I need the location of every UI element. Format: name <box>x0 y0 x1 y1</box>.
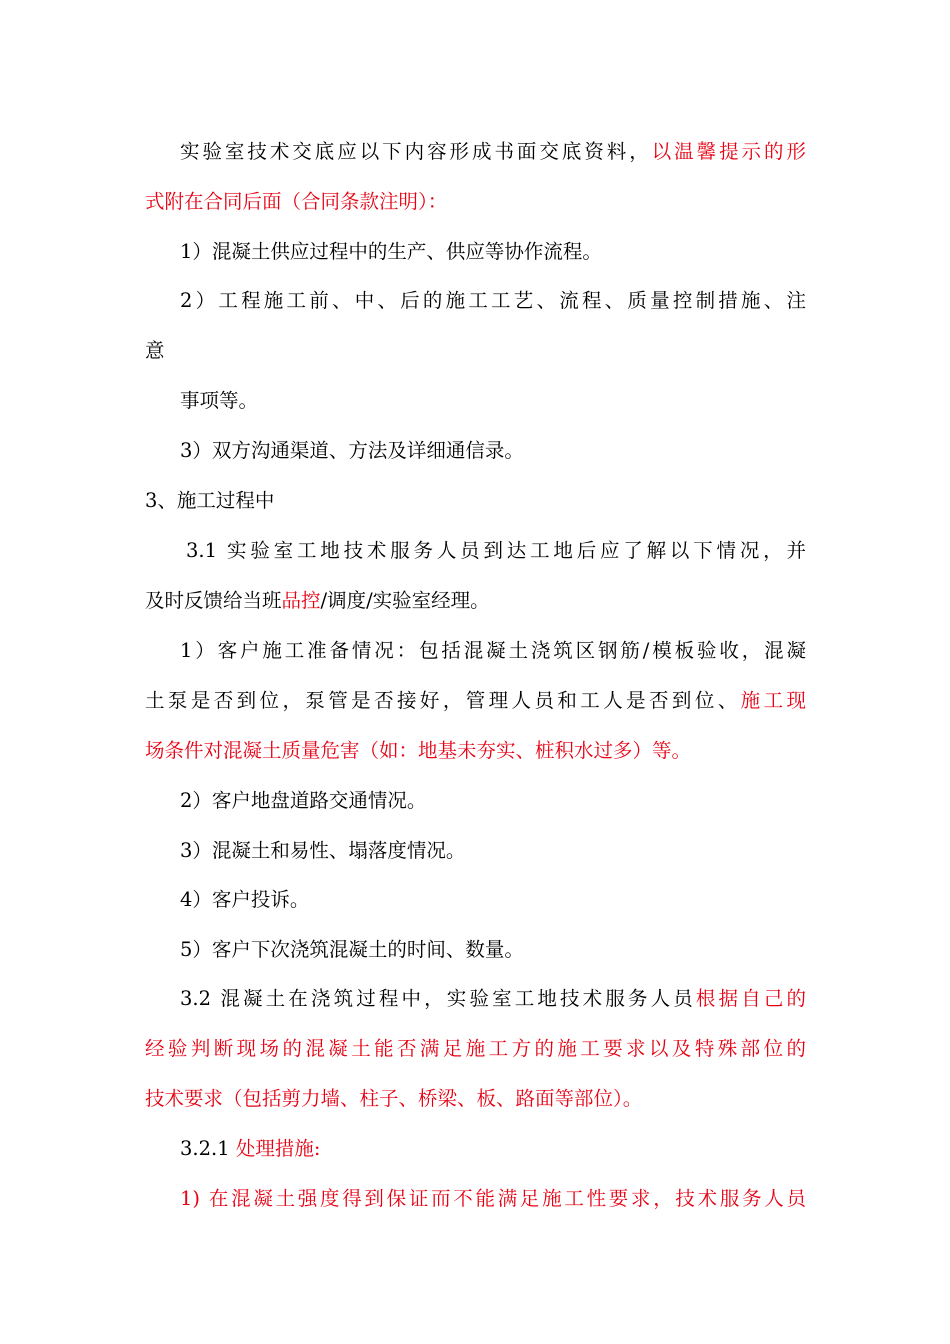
section-3-2-1-heading <box>180 1136 320 1162</box>
list-item-1: 1）混凝土供应过程中的生产、供应等协作流程。 <box>180 240 602 263</box>
measure-1-line-1: 1) 在混凝土强度得到保证而不能满足施工性要求，技术服务人员 <box>180 1187 806 1210</box>
list-item-2-line-1: 2）工程施工前、中、后的施工工艺、流程、质量控制措施、注 <box>180 289 806 312</box>
list-item-2-line-2: 意 <box>145 339 165 362</box>
list-item-2-line-3: 事项等。 <box>180 389 259 412</box>
condition-1-line-1: 1）客户施工准备情况：包括混凝土浇筑区钢筋/模板验收，混凝 <box>180 639 806 662</box>
paragraph-intro-line-1 <box>180 139 806 165</box>
condition-1-line-3: 场条件对混凝土质量危害（如：地基未夯实、桩积水过多）等。 <box>145 739 692 762</box>
s32-text: 3.2 混凝土在浇筑过程中，实验室工地技术服务人员 <box>180 987 696 1010</box>
section-3-2-line-2: 经验判断现场的混凝土能否满足施工方的施工要求以及特殊部位的 <box>145 1037 806 1060</box>
section-3-2-line-3: 技术要求（包括剪力墙、柱子、桥梁、板、路面等部位）。 <box>145 1087 643 1110</box>
section-3-2-line-1 <box>180 986 806 1012</box>
intro-highlight: 以温馨提示的形 <box>651 140 806 163</box>
s31-text-b: /调度/实验室经理。 <box>320 589 490 612</box>
condition-3: 3）混凝土和易性、塌落度情况。 <box>180 839 466 862</box>
condition-2: 2）客户地盘道路交通情况。 <box>180 789 427 812</box>
s321-title: 处理措施: <box>235 1137 321 1160</box>
paragraph-intro-line-2: 式附在合同后面（合同条款注明）： <box>145 190 448 213</box>
intro-text: 实验室技术交底应以下内容形成书面交底资料， <box>180 140 652 163</box>
c1-text: 土泵是否到位，泵管是否接好，管理人员和工人是否到位、 <box>145 689 741 712</box>
list-item-3: 3）双方沟通渠道、方法及详细通信录。 <box>180 439 524 462</box>
s321-number: 3.2.1 <box>180 1137 236 1160</box>
condition-4: 4）客户投诉。 <box>180 888 310 911</box>
s32-highlight: 根据自己的 <box>695 987 806 1010</box>
condition-1-line-2 <box>145 688 806 714</box>
s31-text-a: 及时反馈给当班 <box>145 589 282 612</box>
section-3-1-line-1: 3.1 实验室工地技术服务人员到达工地后应了解以下情况，并 <box>186 539 806 562</box>
section-heading-3: 3、施工过程中 <box>145 489 275 512</box>
s31-highlight: 品控 <box>281 589 321 612</box>
section-3-1-line-2 <box>145 588 490 614</box>
c1-highlight: 施工现 <box>740 689 806 712</box>
condition-5: 5）客户下次浇筑混凝土的时间、数量。 <box>180 938 524 961</box>
